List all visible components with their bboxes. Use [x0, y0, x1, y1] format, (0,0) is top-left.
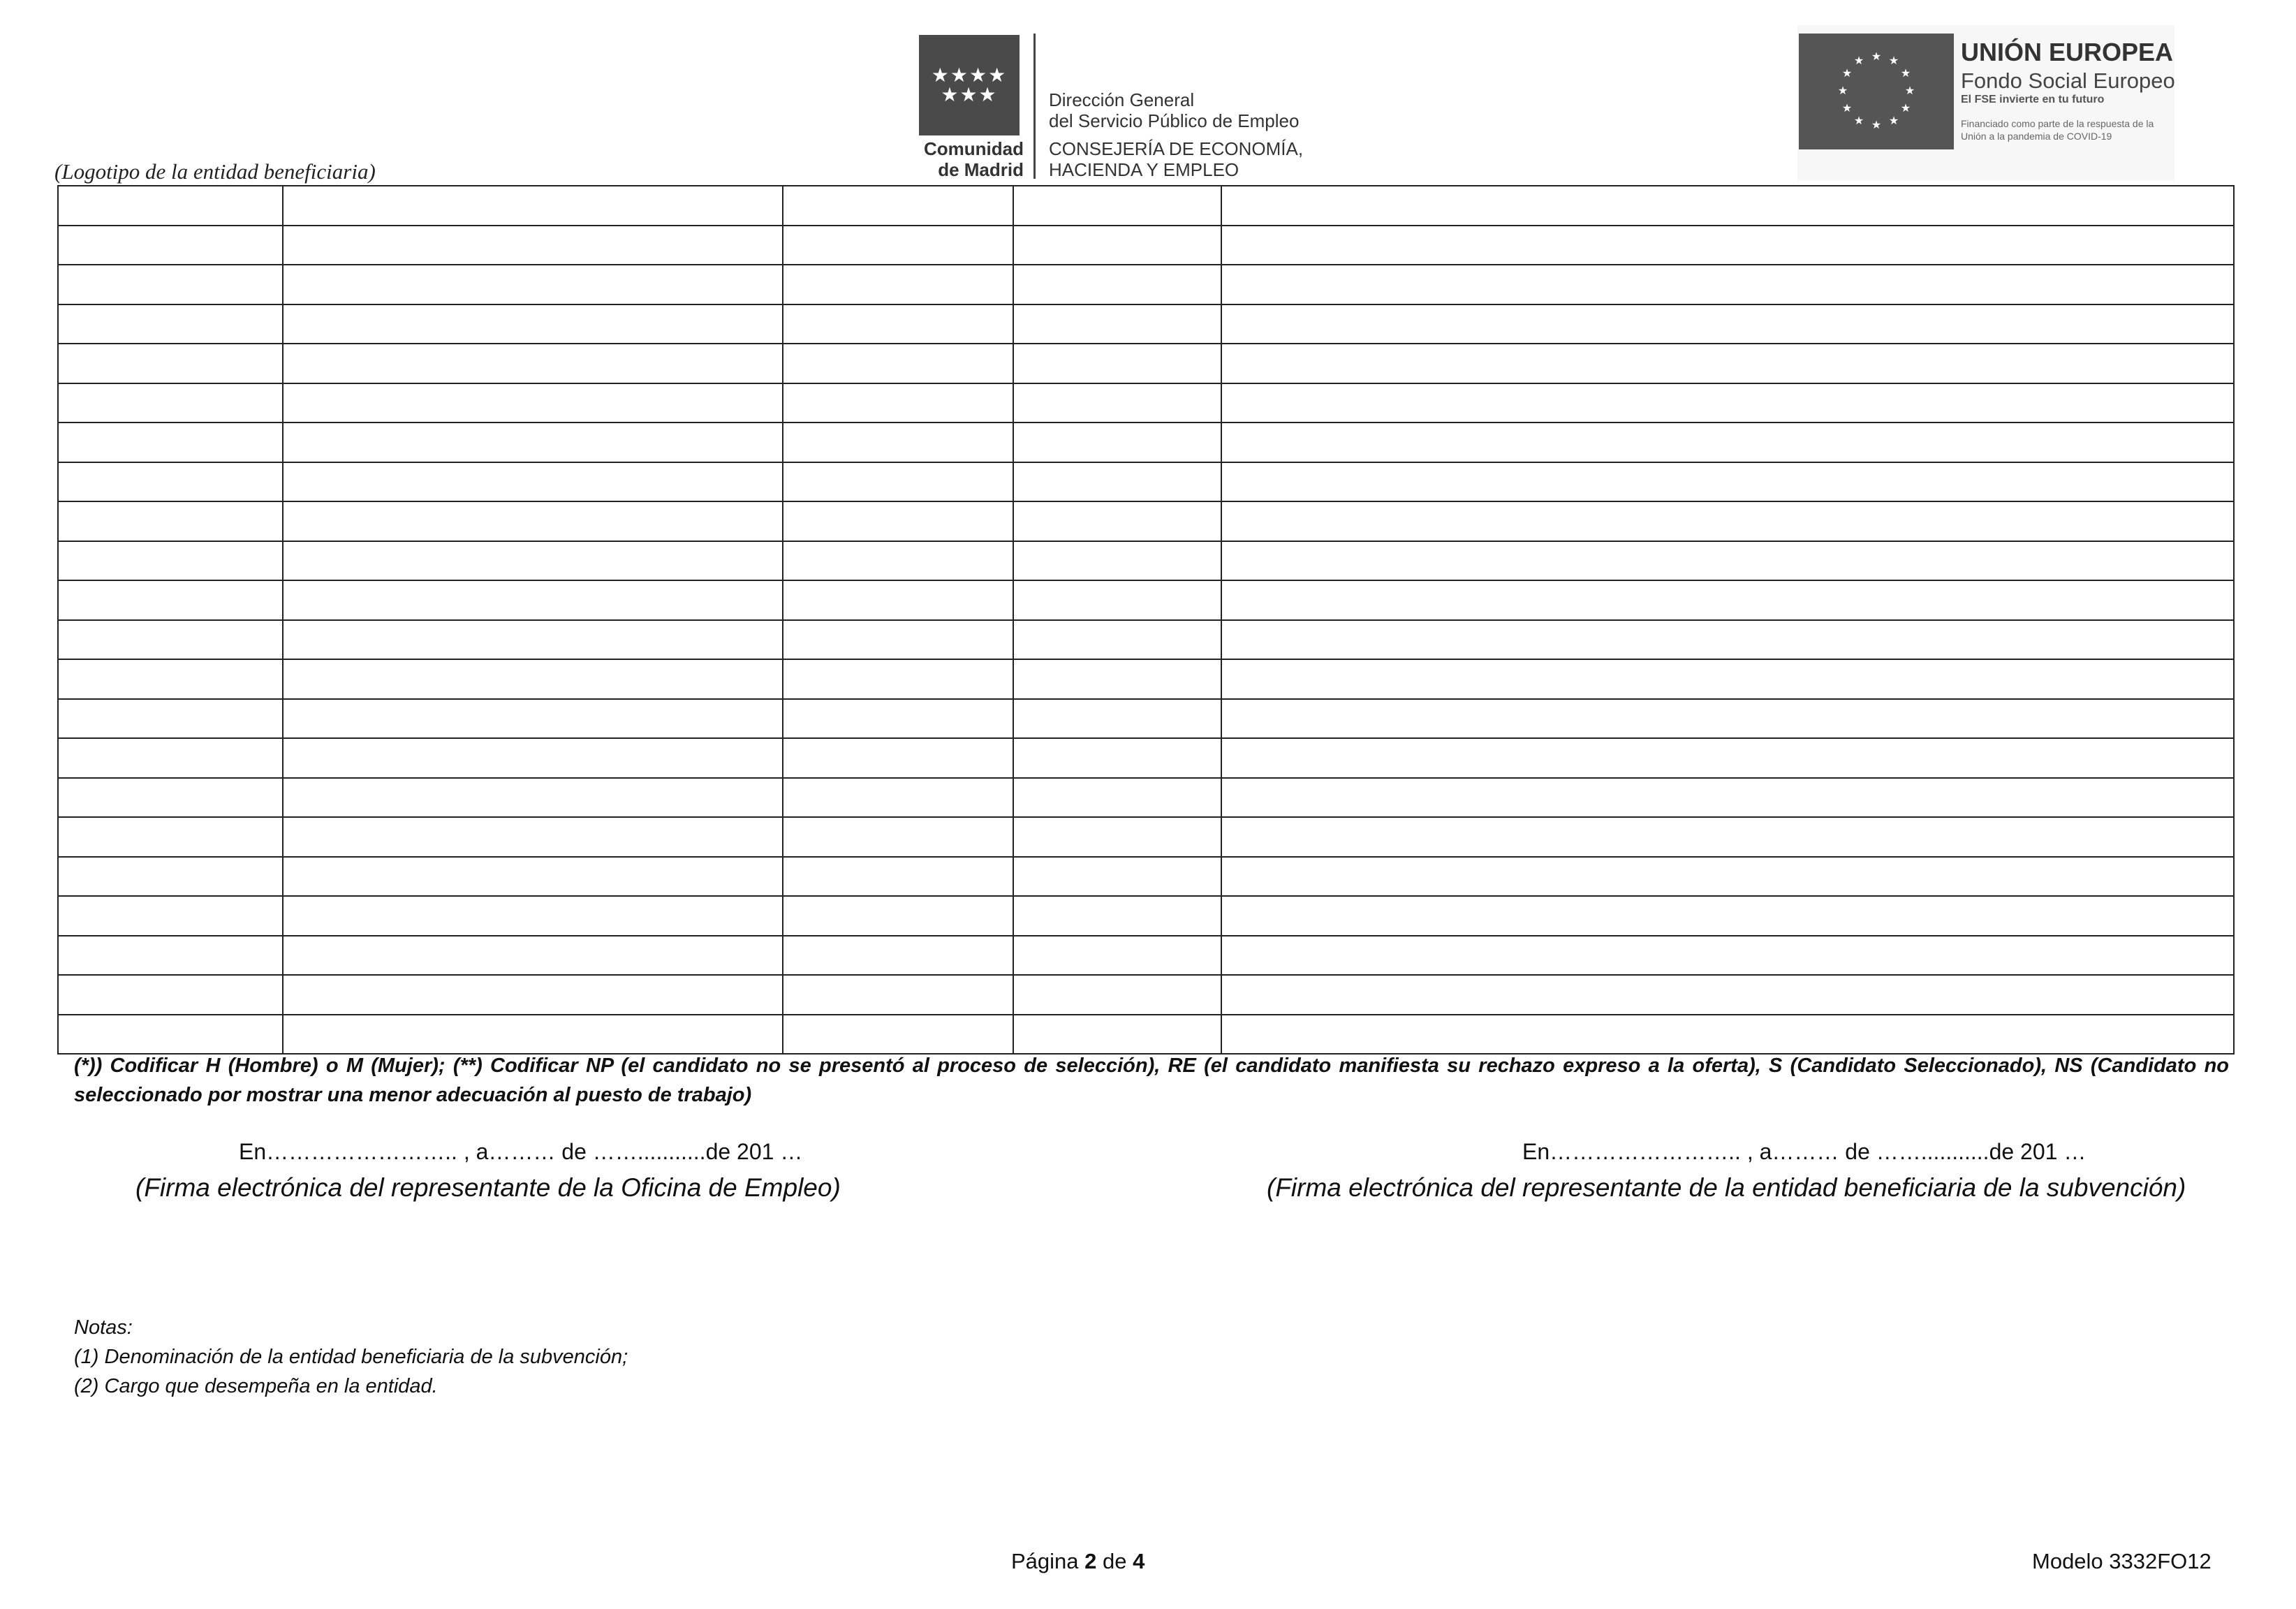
- table-cell: [58, 896, 283, 936]
- table-cell: [1013, 738, 1221, 778]
- table-cell: [1221, 265, 2234, 304]
- table-row: [58, 462, 2234, 502]
- table-cell: [1013, 186, 1221, 226]
- table-cell: [283, 659, 783, 699]
- table-row: [58, 265, 2234, 304]
- svg-text:★: ★: [1871, 118, 1882, 131]
- table-cell: [1221, 659, 2234, 699]
- table-cell: [1013, 226, 1221, 265]
- table-cell: [1221, 857, 2234, 897]
- table-cell: [1221, 738, 2234, 778]
- table-cell: [58, 778, 283, 818]
- consejeria-text: CONSEJERÍA DE ECONOMÍA, HACIENDA Y EMPLEO: [1049, 138, 1304, 180]
- table-cell: [283, 541, 783, 581]
- table-cell: [1013, 1015, 1221, 1055]
- table-cell: [1013, 699, 1221, 739]
- table-cell: [283, 186, 783, 226]
- table-cell: [783, 423, 1013, 462]
- table-row: [58, 738, 2234, 778]
- svg-text:★: ★: [1853, 54, 1864, 67]
- eu-fund-name: Fondo Social Europeo: [1961, 68, 2175, 93]
- table-cell: [1013, 975, 1221, 1015]
- table-row: [58, 501, 2234, 541]
- table-cell: [1013, 580, 1221, 620]
- table-row: [58, 383, 2234, 423]
- table-cell: [58, 541, 283, 581]
- table-cell: [1221, 778, 2234, 818]
- table-cell: [1013, 541, 1221, 581]
- table-cell: [783, 738, 1013, 778]
- table-row: [58, 186, 2234, 226]
- table-cell: [283, 975, 783, 1015]
- beneficiary-logo-placeholder: (Logotipo de la entidad beneficiaria): [54, 159, 376, 184]
- table-cell: [1221, 462, 2234, 502]
- table-cell: [1013, 620, 1221, 660]
- right-signature-place-date: En…………………….. , a……… de ……...........de 201 …: [1522, 1139, 2087, 1164]
- table-cell: [283, 738, 783, 778]
- left-signature-caption: (Firma electrónica del representante de la Oficina de Empleo): [135, 1173, 841, 1202]
- table-cell: [58, 580, 283, 620]
- table-cell: [783, 304, 1013, 344]
- table-row: [58, 699, 2234, 739]
- table-cell: [783, 896, 1013, 936]
- table-row: [58, 936, 2234, 976]
- table-row: [58, 975, 2234, 1015]
- madrid-flag-icon: ★★★★ ★★★: [919, 35, 1020, 135]
- table-cell: [783, 186, 1013, 226]
- table-cell: [283, 1015, 783, 1055]
- table-cell: [58, 659, 283, 699]
- eu-financing-note: Financiado como parte de la respuesta de la Unión a la pandemia de COVID-19: [1961, 118, 2154, 142]
- table-row: [58, 817, 2234, 857]
- direccion-general-text: Dirección General del Servicio Público de Empleo: [1049, 89, 1300, 131]
- table-cell: [1221, 501, 2234, 541]
- table-cell: [1013, 423, 1221, 462]
- table-cell: [58, 699, 283, 739]
- table-cell: [283, 857, 783, 897]
- table-cell: [1013, 462, 1221, 502]
- model-code: Modelo 3332FO12: [2032, 1549, 2212, 1573]
- table-cell: [58, 265, 283, 304]
- table-cell: [283, 620, 783, 660]
- table-row: [58, 304, 2234, 344]
- table-cell: [783, 1015, 1013, 1055]
- table-cell: [1221, 620, 2234, 660]
- note-item: (2) Cargo que desempeña en la entidad.: [74, 1375, 438, 1397]
- table-cell: [1221, 541, 2234, 581]
- table-cell: [1221, 383, 2234, 423]
- table-cell: [783, 383, 1013, 423]
- table-cell: [58, 501, 283, 541]
- eu-title: UNIÓN EUROPEA: [1961, 38, 2174, 66]
- table-cell: [58, 738, 283, 778]
- table-cell: [283, 265, 783, 304]
- table-cell: [58, 620, 283, 660]
- logo-divider: [1033, 34, 1036, 179]
- right-signature-caption: (Firma electrónica del representante de la entidad beneficiaria de la subvención): [1267, 1173, 2186, 1202]
- table-cell: [1221, 186, 2234, 226]
- table-cell: [1221, 344, 2234, 383]
- table-cell: [783, 659, 1013, 699]
- eu-slogan: El FSE invierte en tu futuro: [1961, 94, 2105, 105]
- table-cell: [283, 383, 783, 423]
- table-cell: [58, 936, 283, 976]
- table-row: [58, 620, 2234, 660]
- table-cell: [1221, 226, 2234, 265]
- table-row: [58, 423, 2234, 462]
- table-cell: [58, 344, 283, 383]
- comunidad-madrid-logo: [919, 34, 1310, 179]
- table-cell: [1013, 344, 1221, 383]
- candidates-table-body: [58, 186, 2234, 1054]
- candidates-table: [57, 185, 2235, 1055]
- table-cell: [283, 501, 783, 541]
- table-cell: [1221, 936, 2234, 976]
- table-cell: [283, 304, 783, 344]
- table-cell: [283, 778, 783, 818]
- table-cell: [1013, 304, 1221, 344]
- table-cell: [283, 580, 783, 620]
- eu-flag-icon: [1799, 34, 1954, 149]
- table-cell: [1013, 817, 1221, 857]
- table-cell: [783, 857, 1013, 897]
- table-cell: [283, 462, 783, 502]
- table-cell: [783, 975, 1013, 1015]
- svg-text:★: ★: [1837, 84, 1848, 97]
- table-cell: [783, 226, 1013, 265]
- table-cell: [1013, 857, 1221, 897]
- left-signature-place-date: En…………………….. , a……… de ……...........de 201 …: [239, 1139, 803, 1164]
- union-europea-logo: [1797, 25, 2174, 180]
- table-cell: [1013, 265, 1221, 304]
- madrid-logo-name: Comunidad de Madrid: [924, 138, 1024, 180]
- table-cell: [58, 1015, 283, 1055]
- table-cell: [1221, 1015, 2234, 1055]
- table-cell: [783, 541, 1013, 581]
- table-cell: [58, 304, 283, 344]
- table-cell: [58, 857, 283, 897]
- notes: [74, 1313, 628, 1401]
- svg-text:★: ★: [1871, 50, 1882, 63]
- table-cell: [783, 265, 1013, 304]
- table-row: [58, 541, 2234, 581]
- svg-text:★: ★: [1900, 101, 1911, 115]
- table-row: [58, 778, 2234, 818]
- page-number: Página 2 de 4: [1011, 1549, 1145, 1573]
- table-cell: [1221, 975, 2234, 1015]
- table-cell: [283, 817, 783, 857]
- table-row: [58, 344, 2234, 383]
- table-cell: [283, 896, 783, 936]
- svg-text:★: ★: [1853, 114, 1864, 127]
- table-cell: [283, 423, 783, 462]
- table-cell: [1221, 817, 2234, 857]
- table-cell: [783, 620, 1013, 660]
- table-cell: [1221, 304, 2234, 344]
- table-cell: [1221, 896, 2234, 936]
- table-cell: [58, 186, 283, 226]
- note-item: (1) Denominación de la entidad beneficiaria de la subvención;: [74, 1346, 628, 1368]
- table-row: [58, 1015, 2234, 1055]
- table-cell: [1221, 423, 2234, 462]
- table-cell: [283, 699, 783, 739]
- table-cell: [283, 344, 783, 383]
- table-cell: [783, 344, 1013, 383]
- table-cell: [1013, 778, 1221, 818]
- table-cell: [1013, 501, 1221, 541]
- table-cell: [58, 817, 283, 857]
- table-cell: [783, 936, 1013, 976]
- table-cell: [1013, 383, 1221, 423]
- table-cell: [1221, 699, 2234, 739]
- table-cell: [283, 936, 783, 976]
- table-cell: [783, 817, 1013, 857]
- coding-legend: (*)) Codificar H (Hombre) o M (Mujer); (**) Codificar NP (el candidato no se presentó al proceso de selección), RE (el candidato manifiesta su rechazo expreso a la oferta), S (Candidato Seleccionado), NS (Candidato no seleccionado por mostrar una menor adecuación al puesto de trabajo): [74, 1055, 2229, 1106]
- table-cell: [1221, 580, 2234, 620]
- eu-stars-icon: [1799, 34, 1954, 149]
- table-cell: [58, 462, 283, 502]
- svg-text:★: ★: [1888, 114, 1899, 127]
- table-row: [58, 896, 2234, 936]
- table-cell: [783, 580, 1013, 620]
- table-cell: [783, 501, 1013, 541]
- svg-text:★: ★: [1888, 54, 1899, 67]
- table-cell: [58, 423, 283, 462]
- table-row: [58, 226, 2234, 265]
- notes-title: Notas:: [74, 1316, 133, 1339]
- table-cell: [1013, 936, 1221, 976]
- svg-text:★: ★: [1841, 101, 1853, 115]
- svg-text:★: ★: [1841, 66, 1853, 80]
- table-row: [58, 580, 2234, 620]
- svg-text:★: ★: [1900, 66, 1911, 80]
- svg-text:★: ★: [1904, 84, 1915, 97]
- table-cell: [783, 778, 1013, 818]
- table-cell: [783, 462, 1013, 502]
- table-cell: [58, 975, 283, 1015]
- table-cell: [1013, 659, 1221, 699]
- table-cell: [58, 383, 283, 423]
- table-cell: [1013, 896, 1221, 936]
- table-cell: [283, 226, 783, 265]
- table-row: [58, 659, 2234, 699]
- table-cell: [783, 699, 1013, 739]
- table-cell: [58, 226, 283, 265]
- table-row: [58, 857, 2234, 897]
